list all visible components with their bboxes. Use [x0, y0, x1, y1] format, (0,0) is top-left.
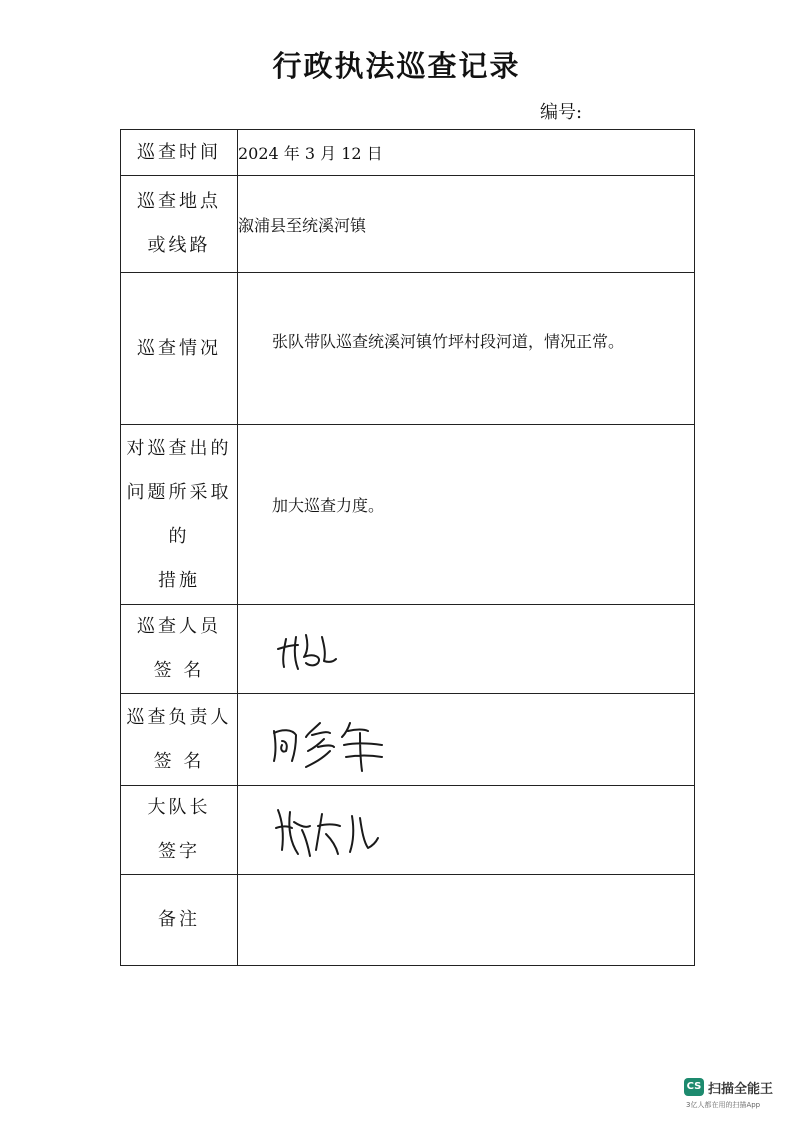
value-remarks: [238, 875, 695, 966]
row-inspection-location: [121, 176, 695, 273]
value-inspection-situation-cell: [238, 273, 695, 425]
inspector-signature-cell: [238, 605, 695, 694]
label-captain-signature: [121, 786, 238, 875]
captain-signature-cell: [238, 786, 695, 875]
leader-signature-cell: [238, 694, 695, 786]
document-title: 行政执法巡查记录: [272, 49, 521, 83]
value-inspection-time: 2024 年 3 月 12 日: [238, 130, 695, 176]
label-captain-line1: 大队长: [147, 797, 211, 818]
value-inspection-location: 溆浦县至统溪河镇: [238, 176, 695, 273]
label-measures-line1: 对巡查出的: [126, 437, 232, 459]
leader-signature-icon: [264, 705, 434, 775]
row-measures: [121, 425, 695, 605]
scanner-watermark: [684, 1076, 784, 1112]
label-measures-line3: 措施: [158, 569, 200, 591]
scanner-slogan: 3亿人都在用的扫描App: [686, 1101, 761, 1109]
document-number-label: 编号:: [540, 102, 583, 123]
scanner-brand-name: 扫描全能王: [708, 1082, 774, 1097]
row-leader-signature: [121, 694, 695, 786]
value-measures: 加大巡查力度。: [272, 496, 385, 515]
captain-signature-icon: [264, 798, 414, 862]
inspection-record-table: [120, 129, 695, 966]
label-inspector-line2: 签 名: [153, 660, 205, 681]
label-measures: [121, 425, 238, 605]
label-leader-signature: [121, 694, 238, 786]
value-inspection-situation: 张队带队巡查统溪河镇竹坪村段河道，情况正常。: [272, 332, 625, 351]
label-remarks: 备注: [121, 875, 238, 966]
label-measures-line2: 问题所采取的: [126, 481, 232, 547]
inspector-signature-icon: [264, 619, 374, 679]
label-inspection-time: 巡查时间: [121, 130, 238, 176]
label-inspector-line1: 巡查人员: [137, 616, 221, 637]
label-location-line2: 或线路: [147, 235, 211, 256]
value-measures-cell: [238, 425, 695, 605]
label-captain-line2: 签字: [158, 841, 200, 862]
label-inspection-situation: 巡查情况: [121, 273, 238, 425]
camscanner-logo-icon: CS: [684, 1078, 704, 1096]
label-leader-line1: 巡查负责人: [126, 706, 232, 728]
label-inspection-location: [121, 176, 238, 273]
row-inspector-signature: [121, 605, 695, 694]
label-leader-line2: 签 名: [153, 750, 205, 772]
label-location-line1: 巡查地点: [137, 191, 221, 212]
row-remarks: [121, 875, 695, 966]
label-inspector-signature: [121, 605, 238, 694]
row-captain-signature: [121, 786, 695, 875]
row-inspection-time: [121, 130, 695, 176]
row-inspection-situation: [121, 273, 695, 425]
